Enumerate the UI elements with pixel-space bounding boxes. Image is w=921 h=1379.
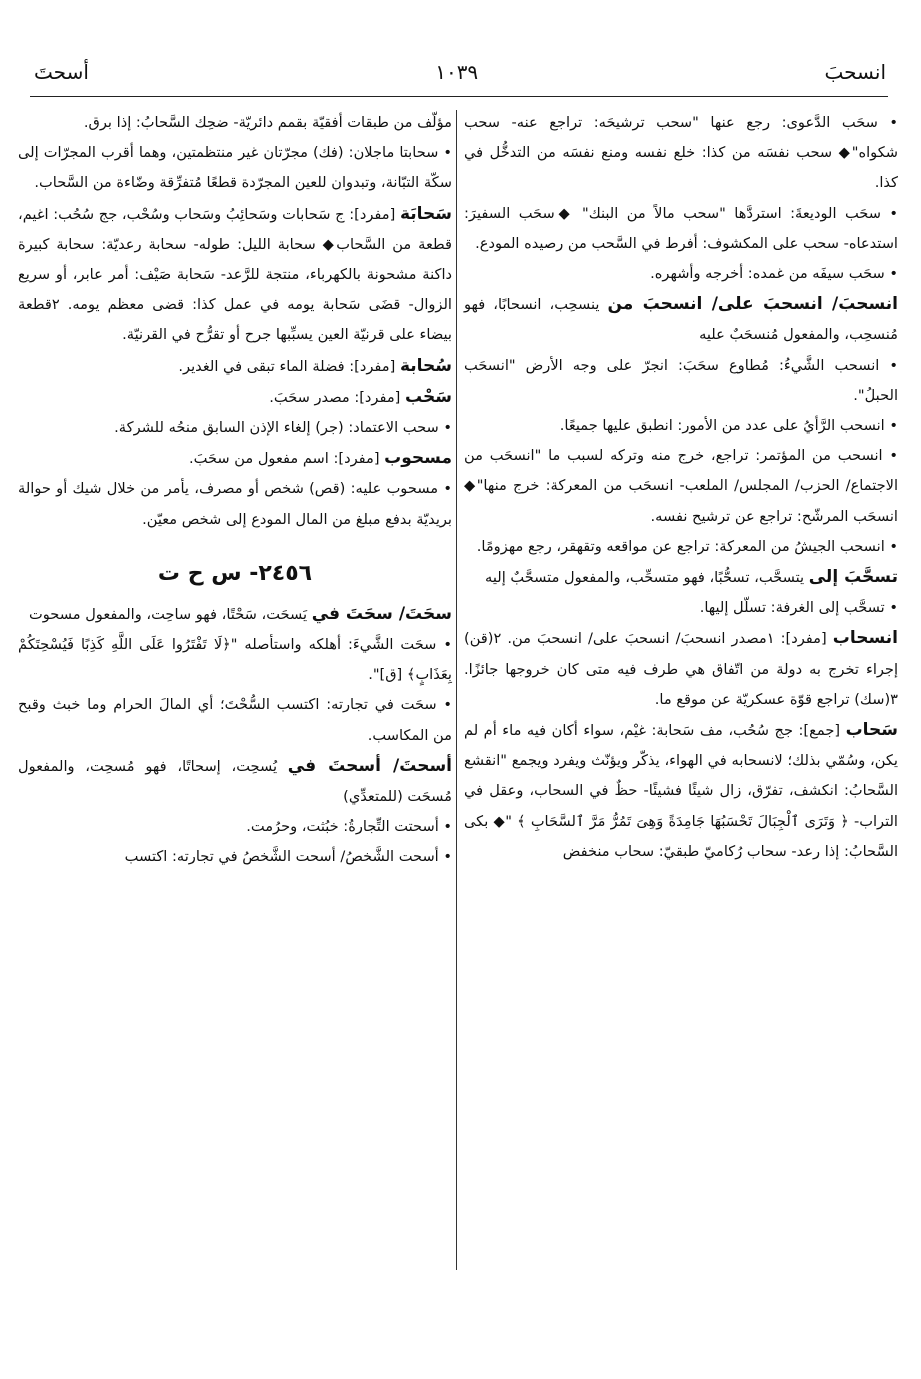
entry-text: • سحَت الشَّيءَ: أهلكه واستأصله "﴿لَا تَفْتَرُوا عَلَى اللَّهِ كَذِبًا فَيُسْحِتَكُمْ بِعَذَابٍ﴾ [ق]". bbox=[18, 636, 452, 684]
entry-sense bbox=[464, 593, 898, 623]
dictionary-entry bbox=[18, 443, 452, 474]
entry-sense bbox=[18, 690, 452, 750]
entry-text: • سحابتا ماجلان: (فك) مجرّتان غير منتظمتين، وهما أقرب المجرّات إلى سكّة التبّانة، وتبدوان للعين المجرّدة قطعًا مُتفرِّقة وضّاءة من السَّحاب. bbox=[18, 144, 452, 192]
entry-sense bbox=[464, 259, 898, 289]
header-left-word: أسحتَ bbox=[34, 60, 89, 84]
entry-text: • مسحوب عليه: (قص) شخص أو مصرف، يأمر من خلال شيك أو حوالة بريديّة بدفع مبلغ من المال المودع إلى شخص معيّن. bbox=[18, 480, 452, 528]
entry-text: [جمع]: جج سُحُب، مف سَحابة: غيْم، سواء أكان فيه ماء أم لم يكن، وسُمّي بذلك؛ لانسحابه في الهواء، يذكّر ويؤنّث ويفرد ويجمع "انقشع السَّحابُ: انكشف، تفرّق، زال شيئًا فشيئًا- حظٌ في السحاب، وعقل في التراب- ﴿ وَتَرَى ٱلْجِبَالَ تَحْسَبُهَا جَامِدَةً وَهِىَ تَمُرُّ مَرَّ ٱلسَّحَابِ ﴾ "◆ بكى السَّحابُ: إذا رعد- سحاب رُكاميّ طبقيّ: سحاب منخفض bbox=[464, 722, 898, 860]
entry-text: • سحَت في تجارته: اكتسب السُّحْتَ؛ أي المالَ الحرام وما خبث وقبح من المكاسب. bbox=[18, 696, 452, 744]
entry-text: • سحب الاعتماد: (جر) إلغاء الإذن السابق منحُه للشركة. bbox=[114, 419, 452, 437]
header-right-word: انسحبَ bbox=[824, 60, 886, 84]
entry-text: • سحَب سيفَه من غمده: أخرجه وأشهره. bbox=[650, 265, 898, 283]
entry-text: يَسحَت، سَحْتًا، فهو ساحِت، والمفعول مسحوت bbox=[29, 605, 312, 623]
entry-text: • تسحَّب إلى الغرفة: تسلّل إليها. bbox=[699, 599, 898, 617]
entry-headword: انسحاب bbox=[832, 628, 898, 649]
dictionary-entry bbox=[18, 199, 452, 351]
entry-text: • سحَب الدَّعوى: رجع عنها "سحب ترشيحَه: تراجع عنه- سحب شكواه"◆ سحب نفسَه من كذا: خلع نفسه ومنع نفسَه من التدخُّل في كذا. bbox=[464, 114, 898, 192]
entry-text: [مفرد]: مصدر سحَبَ. bbox=[269, 388, 406, 406]
page-header bbox=[34, 52, 886, 92]
dictionary-entry bbox=[464, 715, 898, 867]
entry-text: • انسحب الجيشُ من المعركة: تراجع عن مواقعه وتقهقر، رجع مهزومًا. bbox=[476, 537, 898, 555]
entry-sense bbox=[464, 108, 898, 199]
dictionary-entry bbox=[18, 751, 452, 812]
entry-sense bbox=[18, 842, 452, 872]
entry-sense bbox=[18, 108, 452, 138]
entry-text: • انسحب من المؤتمر: تراجع، خرج منه وتركه لسبب ما "انسحَب من الاجتماع/ الحزب/ المجلس/ الملعب- انسحَب من المعركة: خرج منها"◆ انسحَب المرشّح: تراجع عن ترشيح نفسه. bbox=[464, 447, 898, 525]
entry-headword: سَحاب bbox=[845, 720, 898, 741]
dictionary-entry bbox=[464, 562, 898, 593]
entry-headword: تسحَّبَ إلى bbox=[808, 567, 898, 588]
entry-text: • أسحتت التِّجارةُ: خبُثت، وحرُمت. bbox=[246, 818, 452, 836]
entry-text: • انسحب الشَّيءُ: مُطاوع سحَبَ: انجرّ على وجه الأرض "انسحَب الحبلُ". bbox=[464, 356, 898, 404]
entry-sense bbox=[464, 411, 898, 441]
entry-sense bbox=[464, 351, 898, 411]
entry-sense bbox=[464, 441, 898, 532]
dictionary-entry bbox=[464, 623, 898, 715]
header-rule bbox=[30, 96, 888, 97]
entry-text: مؤلّف من طبقات أفقيّة بقمم دائريّة- ضحِك السَّحابُ: إذا برق. bbox=[83, 114, 452, 131]
entry-headword: سَحْب bbox=[405, 386, 452, 407]
entry-text: يُسحِت، إسحاتًا، فهو مُسحِت، والمفعول مُسحَت (للمتعدِّي) bbox=[18, 757, 452, 806]
entry-sense bbox=[18, 474, 452, 534]
entry-text: [مفرد]: اسم مفعول من سحَبَ. bbox=[189, 450, 385, 468]
entry-text: يتسحَّب، تسحُّبًا، فهو متسحِّب، والمفعول متسحَّبٌ إليه bbox=[485, 569, 809, 587]
dictionary-entry bbox=[464, 289, 898, 350]
entry-text: [مفرد]: فضلة الماء تبقى في الغدير. bbox=[178, 357, 400, 375]
entry-text: [مفرد]: ج سَحابات وسَحائِبُ وسَحاب وسُحْب، جج سُحُب: اغيم، قطعة من السَّحاب◆ سحابة الليل: طوله- سحابة رعديّة: سحابة كبيرة داكنة مشحونة بالكهرباء، منتجة للرَّعد- سَحابة صَيْف: أمر عابر، أو سريع الزوال- قضَى سَحابة يومه في عمل كذا: قضى معظم يومه. ٢قطعة بيضاء على قرنيّة العين يسبِّبها جرح أو تقرُّح في القرنيّة. bbox=[18, 205, 452, 344]
root-section-title: ٢٤٥٦- س ح ت bbox=[157, 560, 313, 586]
entry-text: • انسحب الرَّأيُ على عدد من الأمور: انطبق عليها جميعًا. bbox=[559, 417, 898, 435]
column-divider bbox=[456, 110, 457, 1270]
entry-headword: أسحتَ/ أسحتَ في bbox=[287, 755, 452, 776]
left-column bbox=[18, 108, 452, 873]
dictionary-entry bbox=[18, 599, 452, 630]
entry-sense bbox=[18, 138, 452, 198]
entry-text: • أسحت الشَّخصُ/ أسحت الشَّخصُ في تجارته: اكتسب bbox=[124, 848, 452, 866]
page-number: ١٠٣٩ bbox=[435, 60, 479, 84]
entry-text: [مفرد]: ١مصدر انسحبَ/ انسحبَ على/ انسحبَ من. ٢(قن) إجراء تخرج به دولة من اتّفاق هي طرف فيه متى كان خروجها جائزًا. ٣(سك) تراجع قوّة عسكريّة عن موقع ما. bbox=[464, 630, 898, 708]
entry-sense bbox=[464, 532, 898, 562]
dictionary-entry bbox=[18, 382, 452, 413]
entry-headword: مسحوب bbox=[384, 448, 452, 469]
entry-sense bbox=[18, 413, 452, 443]
entry-text: • سحَب الوديعةَ: استردَّها "سحب مالاً من البنك" ◆سحَب السفيرَ: استدعاه- سحب على المكشوف: أفرط في السَّحب من رصيده المودع. bbox=[464, 204, 898, 252]
dictionary-entry bbox=[18, 351, 452, 382]
entry-headword: سُحابة bbox=[399, 355, 452, 376]
entry-sense bbox=[18, 812, 452, 842]
entry-sense bbox=[18, 630, 452, 690]
entry-text: ينسحِب، انسحابًا، فهو مُنسحِب، والمفعول مُنسحَبٌ عليه bbox=[464, 296, 898, 344]
entry-sense bbox=[464, 199, 898, 259]
right-column bbox=[464, 108, 898, 867]
entry-headword: انسحبَ/ انسحبَ على/ انسحبَ من bbox=[607, 294, 898, 315]
entry-headword: سحَتَ/ سحَتَ في bbox=[311, 603, 452, 624]
entry-headword: سَحابَة bbox=[399, 203, 452, 224]
